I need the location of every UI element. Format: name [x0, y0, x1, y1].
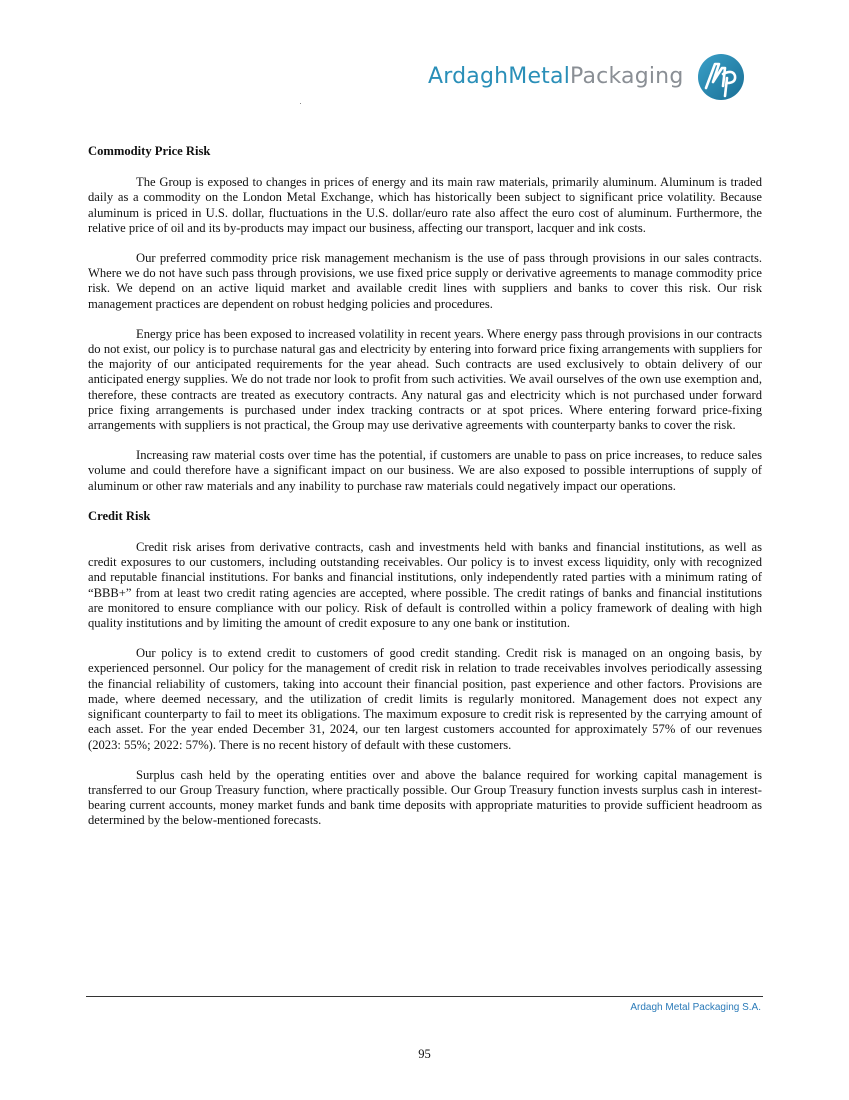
page-number: 95: [418, 1047, 431, 1061]
paragraph: Surplus cash held by the operating entities over and above the balance required for working capital management is transferred to our Group Treasury function, where practically possible. Our Group Treasury function invests surplus cash in interest-bearing current accounts, money market funds and bank time deposits with appropriate maturities to provide sufficient headroom as determined by the below-mentioned forecasts.: [88, 767, 762, 828]
paragraph: Credit risk arises from derivative contracts, cash and investments held with banks and financial institutions, as well as credit exposures to our customers, including outstanding receivables. Our policy is to invest excess liquidity, only with recognized and reputable financial institutions. For banks and financial institutions, only independently rated parties with a minimum rating of “BBB+” from at least two credit rating agencies are accepted, where possible. The credit ratings of banks and financial institutions are monitored to ensure compliance with our policy. Risk of default is controlled within a policy framework of dealing with high quality institutions and by limiting the amount of credit exposure to any one bank or institution.: [88, 540, 762, 631]
logo-word-ardagh: Ardagh: [428, 64, 509, 89]
paragraph: Our preferred commodity price risk management mechanism is the use of pass through provisions in our sales contracts. Where we do not have such pass through provisions, we use fixed price supply or derivative agreements to manage commodity price risk. We depend on an active liquid market and available credit lines with suppliers and banks to cover this risk. Our risk management practices are dependent on robust hedging policies and procedures.: [88, 251, 762, 311]
scan-dot: [300, 103, 301, 104]
amp-logo-icon: [696, 52, 746, 102]
footer-company-name: Ardagh Metal Packaging S.A.: [630, 1002, 761, 1013]
company-logo: [420, 52, 750, 104]
document-body: [88, 144, 762, 844]
logo-word-metal: Metal: [508, 64, 571, 89]
logo-wordmark: [428, 64, 684, 89]
paragraph: Our policy is to extend credit to customers of good credit standing. Credit risk is managed on an ongoing basis, by experienced personnel. Our policy for the management of credit risk in relation to trade receivables involves periodically assessing the financial reliability of customers, taking into account their financial position, past experience and other factors. Provisions are made, where deemed necessary, and the utilization of credit limits is regularly monitored. Management does not expect any significant counterparty to fail to meet its obligations. The maximum exposure to credit risk is represented by the carrying amount of each asset. For the year ended December 31, 2024, our ten largest customers accounted for approximately 57% of our revenues (2023: 55%; 2022: 57%). There is no recent history of default with these customers.: [88, 646, 762, 752]
paragraph: Increasing raw material costs over time has the potential, if customers are unable to pass on price increases, to reduce sales volume and could therefore have a significant impact on our business. We are also exposed to possible interruptions of supply of aluminum or other raw materials and any inability to purchase raw materials could negatively impact our operations.: [88, 448, 762, 493]
section-heading-commodity-price-risk: Commodity Price Risk: [88, 144, 211, 158]
logo-word-packaging: Packaging: [570, 64, 684, 89]
section-heading-credit-risk: Credit Risk: [88, 508, 151, 523]
paragraph: Energy price has been exposed to increased volatility in recent years. Where energy pass through provisions in our contracts do not exist, our policy is to purchase natural gas and electricity by entering into forward price fixing arrangements with suppliers for the majority of our anticipated requirements for the year ahead. Such contracts are used exclusively to obtain delivery of our anticipated energy supplies. We do not trade nor look to profit from such activities. We avail ourselves of the own use exemption and, therefore, these contracts are treated as executory contracts. Any natural gas and electricity which is not purchased under forward price fixing arrangements is purchased under index tracking contracts or at spot prices. Where entering forward price-fixing arrangements with suppliers is not practical, the Group may use derivative agreements with counterparty banks to cover the risk.: [88, 326, 762, 433]
paragraph: The Group is exposed to changes in prices of energy and its main raw materials, primarily aluminum. Aluminum is traded daily as a commodity on the London Metal Exchange, which has historically been subject to significant price volatility. Because aluminum is priced in U.S. dollar, fluctuations in the U.S. dollar/euro rate also affect the euro cost of aluminum. Furthermore, the relative price of oil and its by-products may impact our business, affecting our transport, lacquer and ink costs.: [88, 175, 762, 235]
footer-divider: [86, 996, 763, 997]
